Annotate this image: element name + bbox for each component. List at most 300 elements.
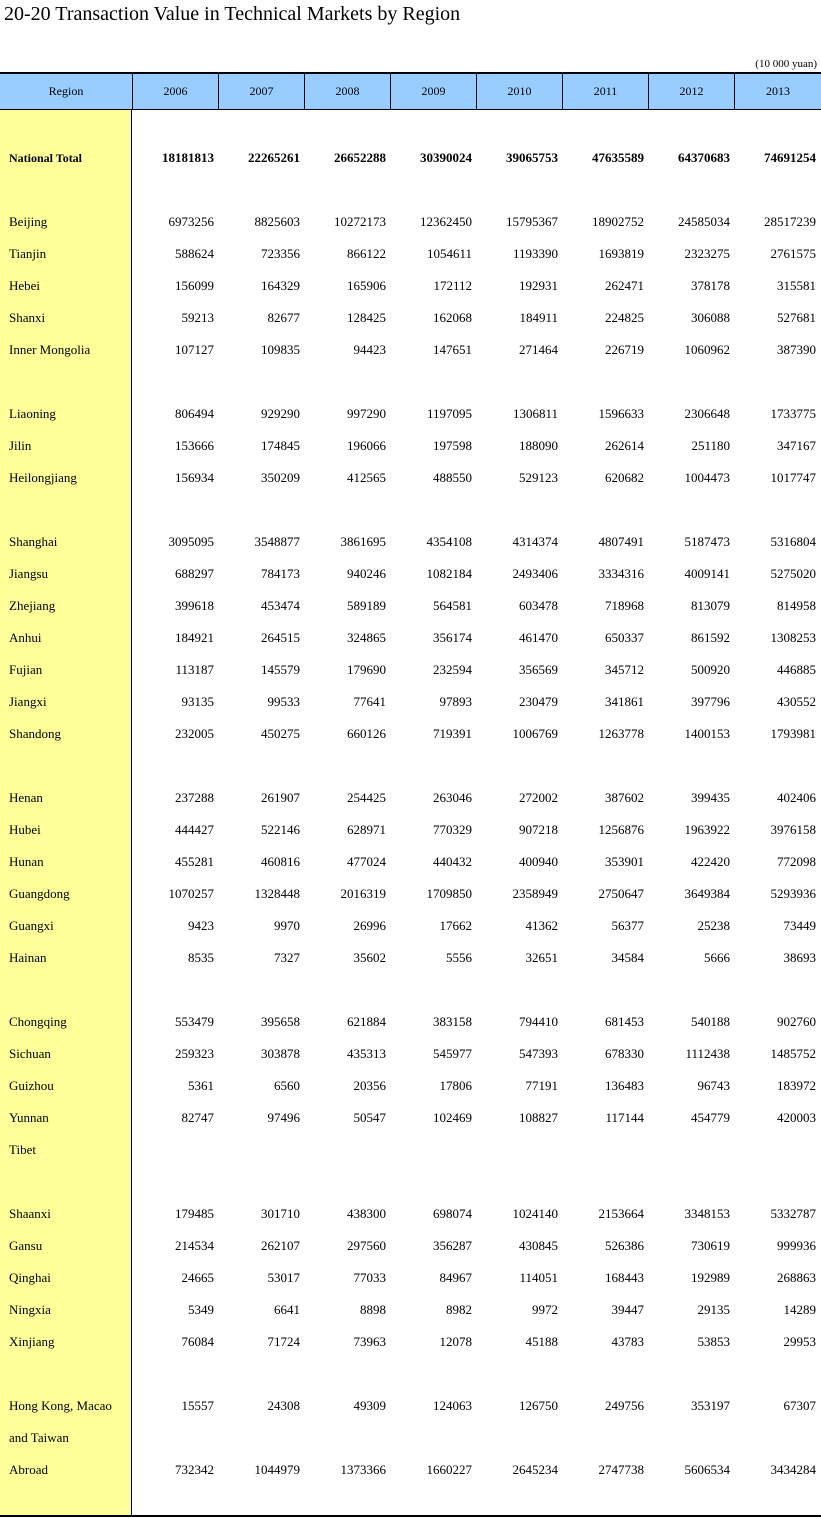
value-cell	[648, 942, 732, 974]
value-text: 5606534	[684, 1462, 730, 1477]
value-cell	[390, 302, 474, 334]
value-cell	[734, 814, 818, 846]
value-cell	[390, 590, 474, 622]
value-text: 5187473	[684, 534, 730, 549]
value-text: 43783	[611, 1334, 644, 1349]
value-cell	[476, 590, 560, 622]
value-cell	[562, 206, 646, 238]
table-row	[0, 622, 821, 654]
value-text: 249756	[605, 1398, 644, 1413]
value-cell	[476, 1230, 560, 1262]
value-text	[730, 1142, 732, 1157]
value-cell	[390, 686, 474, 718]
value-cell	[304, 1422, 388, 1454]
table-row	[0, 654, 821, 686]
value-text: 477024	[347, 854, 386, 869]
value-cell	[476, 1390, 560, 1422]
value-text: 165906	[347, 278, 386, 293]
header-year: 2009	[390, 74, 476, 109]
value-cell	[562, 142, 646, 174]
value-text: 197598	[433, 438, 472, 453]
value-cell	[132, 846, 216, 878]
value-cell	[218, 718, 302, 750]
value-text: 49309	[353, 1398, 386, 1413]
value-text: 395658	[261, 1014, 300, 1029]
value-text: 488550	[433, 470, 472, 485]
value-cell	[648, 238, 732, 270]
value-text: 2645234	[512, 1462, 558, 1477]
value-text: 3976158	[770, 822, 816, 837]
value-cell	[132, 942, 216, 974]
table-row	[0, 206, 821, 238]
value-text: 929290	[261, 406, 300, 421]
value-cell	[734, 1038, 818, 1070]
value-text: 15557	[181, 1398, 214, 1413]
value-cell	[390, 942, 474, 974]
value-cell	[304, 206, 388, 238]
value-text: 162068	[433, 310, 472, 325]
value-cell	[390, 782, 474, 814]
value-text: 1596633	[598, 406, 644, 421]
value-text: 5666	[704, 950, 730, 965]
value-text: 303878	[261, 1046, 300, 1061]
value-cell	[562, 1294, 646, 1326]
value-cell	[476, 718, 560, 750]
value-text: 109835	[261, 342, 300, 357]
value-cell	[648, 1326, 732, 1358]
value-text: 341861	[605, 694, 644, 709]
value-text: 214534	[175, 1238, 214, 1253]
value-text: 117144	[605, 1110, 644, 1125]
value-text: 540188	[691, 1014, 730, 1029]
value-text: 24585034	[678, 214, 730, 229]
value-cell	[390, 622, 474, 654]
region-name: Qinghai	[9, 1270, 51, 1285]
table-row	[0, 686, 821, 718]
value-text: 263046	[433, 790, 472, 805]
value-cell	[218, 526, 302, 558]
value-cell	[734, 1294, 818, 1326]
value-text: 1193390	[512, 246, 558, 261]
value-text: 999936	[777, 1238, 816, 1253]
value-cell	[562, 1102, 646, 1134]
value-cell	[734, 206, 818, 238]
value-text: 262614	[605, 438, 644, 453]
value-cell	[648, 846, 732, 878]
value-cell	[734, 462, 818, 494]
value-text: 435313	[347, 1046, 386, 1061]
value-text: 526386	[605, 1238, 644, 1253]
value-text: 356174	[433, 630, 472, 645]
value-text: 5361	[188, 1078, 214, 1093]
region-name: Hebei	[9, 278, 41, 293]
value-text: 71724	[267, 1334, 300, 1349]
value-text: 226719	[605, 342, 644, 357]
value-text: 350209	[261, 470, 300, 485]
value-text: 153666	[175, 438, 214, 453]
value-text: 1024140	[512, 1206, 558, 1221]
value-text: 770329	[433, 822, 472, 837]
region-name: Shanxi	[9, 310, 46, 325]
value-text: 188090	[519, 438, 558, 453]
value-text: 164329	[261, 278, 300, 293]
value-text: 603478	[519, 598, 558, 613]
value-cell	[304, 910, 388, 942]
value-text: 20356	[353, 1078, 386, 1093]
value-cell	[390, 1326, 474, 1358]
region-name: Xinjiang	[9, 1334, 55, 1349]
value-text: 24665	[181, 1270, 214, 1285]
value-text: 1082184	[426, 566, 472, 581]
value-text: 64370683	[678, 150, 730, 165]
value-text: 126750	[519, 1398, 558, 1413]
value-cell	[304, 430, 388, 462]
value-cell	[218, 1038, 302, 1070]
value-cell	[218, 334, 302, 366]
value-cell	[476, 782, 560, 814]
value-text: 82677	[267, 310, 300, 325]
value-cell	[304, 270, 388, 302]
region-name: Ningxia	[9, 1302, 51, 1317]
table-row	[0, 334, 821, 366]
region-name: Shandong	[9, 726, 61, 741]
value-cell	[734, 654, 818, 686]
value-text: 230479	[519, 694, 558, 709]
value-text: 73449	[783, 918, 816, 933]
value-cell	[304, 302, 388, 334]
value-cell	[734, 686, 818, 718]
value-text: 114051	[519, 1270, 558, 1285]
value-text: 6560	[274, 1078, 300, 1093]
value-cell	[218, 1326, 302, 1358]
value-cell	[562, 654, 646, 686]
value-text: 67307	[783, 1398, 816, 1413]
value-text: 589189	[347, 598, 386, 613]
value-cell	[476, 206, 560, 238]
value-cell	[648, 1454, 732, 1486]
value-cell	[390, 1454, 474, 1486]
value-text: 2153664	[598, 1206, 644, 1221]
region-name: Hainan	[9, 950, 47, 965]
value-cell	[390, 398, 474, 430]
value-text: 353197	[691, 1398, 730, 1413]
table-row	[0, 1198, 821, 1230]
region-name: Tianjin	[9, 246, 47, 261]
value-text: 1709850	[426, 886, 472, 901]
value-cell	[132, 718, 216, 750]
value-cell	[734, 142, 818, 174]
value-text: 806494	[175, 406, 214, 421]
value-cell	[304, 686, 388, 718]
value-cell	[648, 1230, 732, 1262]
value-cell	[648, 1006, 732, 1038]
value-text: 460816	[261, 854, 300, 869]
value-cell	[734, 1134, 818, 1166]
value-cell	[648, 622, 732, 654]
value-text: 97893	[439, 694, 472, 709]
value-cell	[132, 1006, 216, 1038]
value-text	[558, 1142, 560, 1157]
value-text: 192989	[691, 1270, 730, 1285]
value-text: 237288	[175, 790, 214, 805]
value-text: 402406	[777, 790, 816, 805]
value-text: 18902752	[592, 214, 644, 229]
value-text: 38693	[783, 950, 816, 965]
value-cell	[734, 1006, 818, 1038]
value-text	[816, 1430, 818, 1445]
value-cell	[734, 1326, 818, 1358]
value-cell	[304, 1006, 388, 1038]
value-text: 6641	[274, 1302, 300, 1317]
value-cell	[648, 1294, 732, 1326]
region-name: Shaanxi	[9, 1206, 51, 1221]
value-cell	[476, 1294, 560, 1326]
value-text: 53853	[697, 1334, 730, 1349]
value-cell	[734, 334, 818, 366]
value-text: 102469	[433, 1110, 472, 1125]
value-cell	[648, 302, 732, 334]
value-text: 564581	[433, 598, 472, 613]
value-text: 59213	[181, 310, 214, 325]
value-cell	[734, 718, 818, 750]
value-cell	[648, 814, 732, 846]
value-text: 17806	[439, 1078, 472, 1093]
value-cell	[218, 398, 302, 430]
value-text	[730, 1430, 732, 1445]
value-text: 29953	[783, 1334, 816, 1349]
value-cell	[476, 654, 560, 686]
value-text: 1308253	[770, 630, 816, 645]
value-text: 1693819	[598, 246, 644, 261]
value-cell	[390, 1102, 474, 1134]
value-text: 1733775	[770, 406, 816, 421]
value-cell	[304, 782, 388, 814]
value-cell	[390, 1198, 474, 1230]
value-cell	[218, 654, 302, 686]
value-cell	[218, 814, 302, 846]
value-cell	[648, 1134, 732, 1166]
value-text: 400940	[519, 854, 558, 869]
value-cell	[734, 302, 818, 334]
table-row	[0, 1070, 821, 1102]
value-cell	[218, 1390, 302, 1422]
value-text: 4807491	[598, 534, 644, 549]
region-name: Tibet	[9, 1142, 36, 1157]
value-cell	[476, 910, 560, 942]
table-row	[0, 1038, 821, 1070]
value-text: 1060962	[684, 342, 730, 357]
value-text: 553479	[175, 1014, 214, 1029]
value-text: 262471	[605, 278, 644, 293]
value-text	[644, 1430, 646, 1445]
value-cell	[218, 622, 302, 654]
value-cell	[390, 1230, 474, 1262]
region-name: Sichuan	[9, 1046, 51, 1061]
value-cell	[132, 1102, 216, 1134]
table-row	[0, 942, 821, 974]
value-cell	[132, 1198, 216, 1230]
value-text: 174845	[261, 438, 300, 453]
value-text: 315581	[777, 278, 816, 293]
value-cell	[476, 1038, 560, 1070]
value-text: 232005	[175, 726, 214, 741]
page-title: 20-20 Transaction Value in Technical Markets by Region	[4, 3, 461, 25]
table-row	[0, 1454, 821, 1486]
value-cell	[734, 942, 818, 974]
value-cell	[476, 1262, 560, 1294]
value-cell	[132, 1390, 216, 1422]
value-cell	[390, 462, 474, 494]
value-cell	[648, 142, 732, 174]
value-text: 12078	[439, 1334, 472, 1349]
value-text: 356287	[433, 1238, 472, 1253]
value-cell	[734, 1198, 818, 1230]
value-cell	[734, 398, 818, 430]
value-text: 6973256	[168, 214, 214, 229]
value-cell	[304, 558, 388, 590]
value-cell	[562, 622, 646, 654]
value-text: 454779	[691, 1110, 730, 1125]
value-text: 453474	[261, 598, 300, 613]
value-cell	[304, 398, 388, 430]
value-text: 5275020	[770, 566, 816, 581]
value-text: 529123	[519, 470, 558, 485]
value-text: 397796	[691, 694, 730, 709]
value-cell	[562, 462, 646, 494]
value-text: 192931	[519, 278, 558, 293]
value-cell	[218, 462, 302, 494]
value-text: 2016319	[340, 886, 386, 901]
value-text	[214, 1142, 216, 1157]
table-row	[0, 1230, 821, 1262]
value-cell	[734, 1102, 818, 1134]
value-text: 297560	[347, 1238, 386, 1253]
value-cell	[734, 238, 818, 270]
value-cell	[562, 846, 646, 878]
value-text: 446885	[777, 662, 816, 677]
value-text: 30390024	[420, 150, 472, 165]
value-text: 15795367	[506, 214, 558, 229]
value-text: 345712	[605, 662, 644, 677]
value-text: 440432	[433, 854, 472, 869]
region-name: Jiangsu	[9, 566, 48, 581]
value-cell	[562, 1326, 646, 1358]
value-text: 5556	[446, 950, 472, 965]
value-text: 545977	[433, 1046, 472, 1061]
value-cell	[390, 1422, 474, 1454]
value-text: 9423	[188, 918, 214, 933]
value-text: 438300	[347, 1206, 386, 1221]
value-cell	[132, 1070, 216, 1102]
value-cell	[218, 1006, 302, 1038]
table-header-row	[0, 74, 821, 110]
value-cell	[476, 334, 560, 366]
value-text: 251180	[691, 438, 730, 453]
value-cell	[734, 270, 818, 302]
region-name: Heilongjiang	[9, 470, 77, 485]
value-text: 34584	[611, 950, 644, 965]
value-cell	[476, 1422, 560, 1454]
value-text: 628971	[347, 822, 386, 837]
value-cell	[476, 942, 560, 974]
value-cell	[218, 1070, 302, 1102]
value-cell	[562, 238, 646, 270]
value-text: 156934	[175, 470, 214, 485]
value-cell	[476, 430, 560, 462]
value-text: 184921	[175, 630, 214, 645]
value-cell	[304, 942, 388, 974]
value-text: 5293936	[770, 886, 816, 901]
value-text: 264515	[261, 630, 300, 645]
value-cell	[218, 878, 302, 910]
value-text: 1485752	[770, 1046, 816, 1061]
value-cell	[734, 558, 818, 590]
value-text	[472, 1430, 474, 1445]
region-name: Zhejiang	[9, 598, 56, 613]
value-cell	[562, 1390, 646, 1422]
region-name: Chongqing	[9, 1014, 67, 1029]
value-cell	[304, 526, 388, 558]
value-cell	[390, 1294, 474, 1326]
value-text: 1963922	[684, 822, 730, 837]
value-cell	[648, 654, 732, 686]
value-cell	[734, 846, 818, 878]
value-text: 232594	[433, 662, 472, 677]
value-cell	[304, 1390, 388, 1422]
value-text: 588624	[175, 246, 214, 261]
region-name: Jilin	[9, 438, 32, 453]
value-text: 56377	[611, 918, 644, 933]
value-text: 4314374	[512, 534, 558, 549]
value-cell	[476, 1070, 560, 1102]
value-cell	[648, 526, 732, 558]
value-cell	[734, 1230, 818, 1262]
region-name: Jiangxi	[9, 694, 47, 709]
value-text: 35602	[353, 950, 386, 965]
value-cell	[132, 910, 216, 942]
value-cell	[132, 526, 216, 558]
value-text: 3649384	[684, 886, 730, 901]
value-text: 1400153	[684, 726, 730, 741]
value-cell	[476, 1198, 560, 1230]
value-text: 9970	[274, 918, 300, 933]
value-text: 45188	[525, 1334, 558, 1349]
value-text: 17662	[439, 918, 472, 933]
value-cell	[734, 910, 818, 942]
value-cell	[132, 878, 216, 910]
value-cell	[390, 1038, 474, 1070]
value-cell	[390, 814, 474, 846]
value-cell	[304, 1230, 388, 1262]
value-text: 461470	[519, 630, 558, 645]
value-text: 420003	[777, 1110, 816, 1125]
value-cell	[648, 1422, 732, 1454]
value-cell	[304, 814, 388, 846]
value-text: 730619	[691, 1238, 730, 1253]
value-text: 1256876	[598, 822, 644, 837]
value-cell	[390, 238, 474, 270]
region-name: Guangdong	[9, 886, 70, 901]
value-text: 26996	[353, 918, 386, 933]
value-text: 184911	[519, 310, 558, 325]
value-cell	[648, 1390, 732, 1422]
value-cell	[390, 270, 474, 302]
value-text: 22265261	[248, 150, 300, 165]
value-text: 301710	[261, 1206, 300, 1221]
value-cell	[218, 1262, 302, 1294]
value-cell	[648, 462, 732, 494]
value-cell	[648, 1198, 732, 1230]
